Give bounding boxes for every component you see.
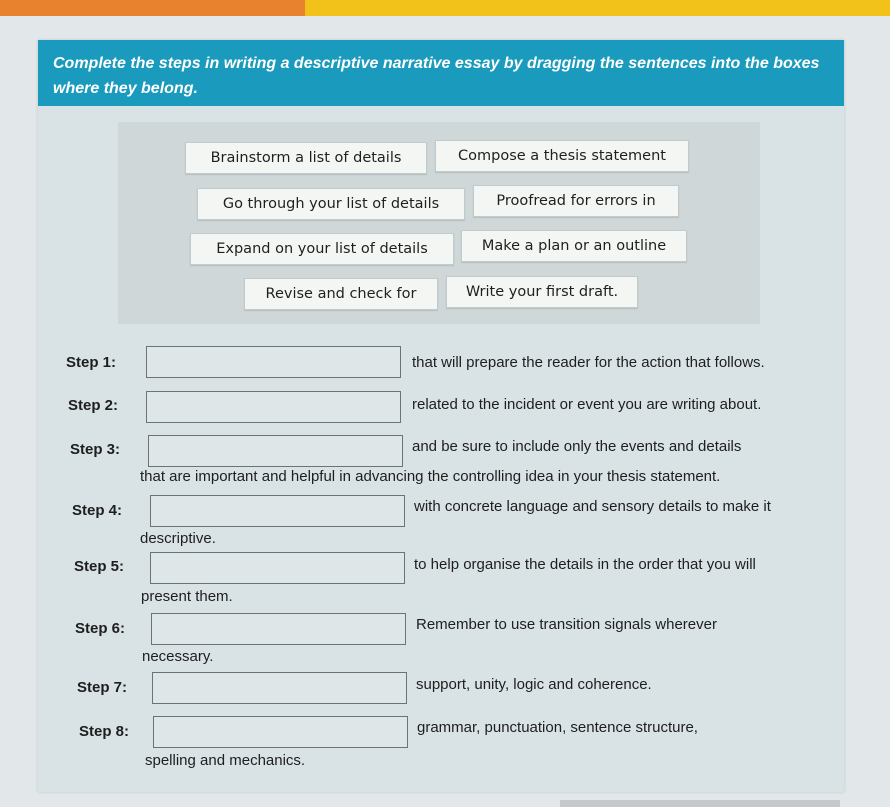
step-6-continuation: necessary. (142, 648, 214, 665)
step-6-text: Remember to use transition signals wherever (416, 616, 717, 633)
step-4-drop-box[interactable] (150, 495, 405, 527)
step-1-drop-box[interactable] (146, 346, 401, 378)
step-3-label: Step 3: (70, 441, 121, 458)
step-3-continuation: that are important and helpful in advancing the controlling idea in your thesis statement. (140, 468, 721, 485)
chip-revise[interactable]: Revise and check for (244, 278, 438, 310)
step-5-label: Step 5: (74, 558, 125, 575)
chip-expand[interactable]: Expand on your list of details (190, 233, 454, 265)
step-5-drop-box[interactable] (150, 552, 405, 584)
chip-brainstorm[interactable]: Brainstorm a list of details (185, 142, 427, 174)
step-2-label: Step 2: (68, 397, 119, 414)
step-3-text: and be sure to include only the events and details (412, 438, 742, 455)
bottom-scroll-edge (560, 800, 840, 807)
step-2-drop-box[interactable] (146, 391, 401, 423)
step-6-label: Step 6: (75, 620, 126, 637)
instructions-header: Complete the steps in writing a descriptive narrative essay by dragging the sentences into the boxes where they belong. (38, 40, 844, 106)
step-7-drop-box[interactable] (152, 672, 407, 704)
step-7-label: Step 7: (77, 679, 128, 696)
step-8-label: Step 8: (79, 723, 130, 740)
step-4-label: Step 4: (72, 502, 123, 519)
step-1-text: that will prepare the reader for the action that follows. (412, 354, 765, 371)
step-8-continuation: spelling and mechanics. (145, 752, 306, 769)
chip-proofread[interactable]: Proofread for errors in (473, 185, 679, 217)
step-6-drop-box[interactable] (151, 613, 406, 645)
chip-first-draft[interactable]: Write your first draft. (446, 276, 638, 308)
top-bar-orange (0, 0, 305, 16)
step-5-text: to help organise the details in the order that you will (414, 556, 756, 573)
step-5-continuation: present them. (141, 588, 233, 605)
step-2-text: related to the incident or event you are writing about. (412, 396, 762, 413)
step-8-text: grammar, punctuation, sentence structure, (417, 719, 698, 736)
step-1-label: Step 1: (66, 354, 117, 371)
step-4-continuation: descriptive. (140, 530, 216, 547)
chip-go-through[interactable]: Go through your list of details (197, 188, 465, 220)
chip-thesis-statement[interactable]: Compose a thesis statement (435, 140, 689, 172)
chip-plan-outline[interactable]: Make a plan or an outline (461, 230, 687, 262)
step-8-drop-box[interactable] (153, 716, 408, 748)
step-3-drop-box[interactable] (148, 435, 403, 467)
step-4-text: with concrete language and sensory details to make it (414, 498, 771, 515)
top-color-bar (0, 0, 890, 16)
top-bar-yellow (305, 0, 890, 16)
step-7-text: support, unity, logic and coherence. (416, 676, 652, 693)
